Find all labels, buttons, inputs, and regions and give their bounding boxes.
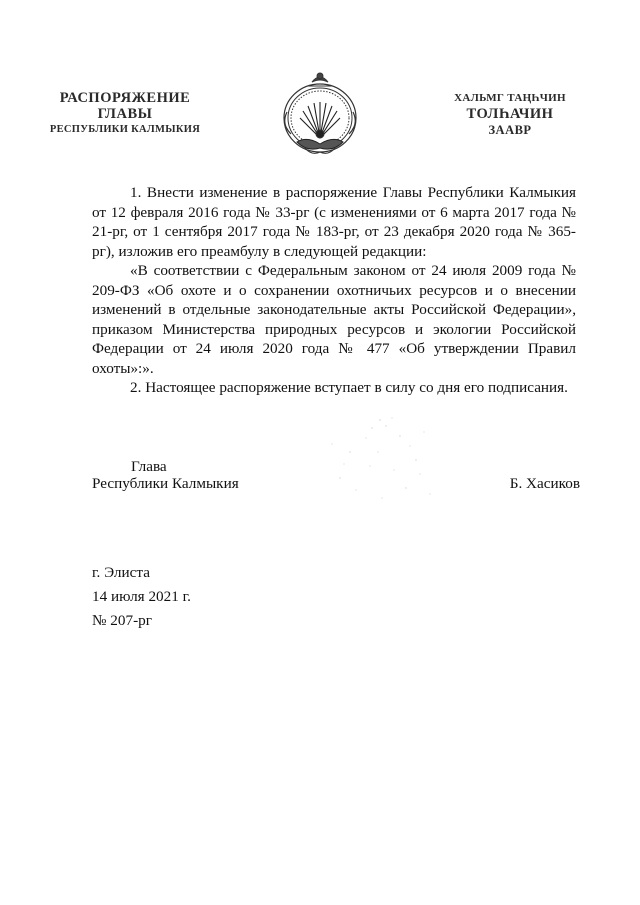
header-left-line3: РЕСПУБЛИКИ КАЛМЫКИЯ [49,124,201,135]
header-right-line2: ТОЛҺАЧИН [466,106,554,122]
document-body [92,183,576,398]
faded-stamp-mark [320,408,440,508]
signature-organization: Республики Калмыкия [92,475,239,492]
paragraph-2: «В соответствии с Федеральным законом от 24 июля 2009 года № 209-ФЗ «Об охоте и о сохранении охотничьих ресурсов и о внесении изменений в отдельные законодательные акты Российской Федерации», приказом Министерства природных ресурсов и экологии Российской Федерации от 24 июля 2020 года № 477 «Об утверждении Правил охоты»:». [92,262,576,377]
header-right-line1: ХАЛЬМГ ТАҢҺЧИН [454,92,566,104]
header-left-line2: ГЛАВЫ [97,106,153,122]
signature-title: Глава [131,458,167,475]
document-number: № 207-рг [92,612,152,629]
paragraph-3: 2. Настоящее распоряжение вступает в силу со дня его подписания. [130,379,568,396]
paragraph-1: 1. Внести изменение в распоряжение Главы Республики Калмыкия от 12 февраля 2016 года № 33-рг (с изменениями от 6 марта 2017 года № 21-рг, от 1 сентября 2017 года № 183-рг, от 23 декабря 2020 года № 365-рг), изложив его преамбулу в следующей редакции: [92,184,576,260]
header-left-line1: РАСПОРЯЖЕНИЕ [59,90,191,106]
coat-of-arms-emblem [277,68,363,160]
header-right-line3: ЗААВР [488,123,532,137]
header-left [30,90,220,138]
issue-date: 14 июля 2021 г. [92,588,191,605]
issue-city: г. Элиста [92,564,150,581]
header-right [430,90,590,138]
signatory-name: Б. Хасиков [509,475,580,492]
